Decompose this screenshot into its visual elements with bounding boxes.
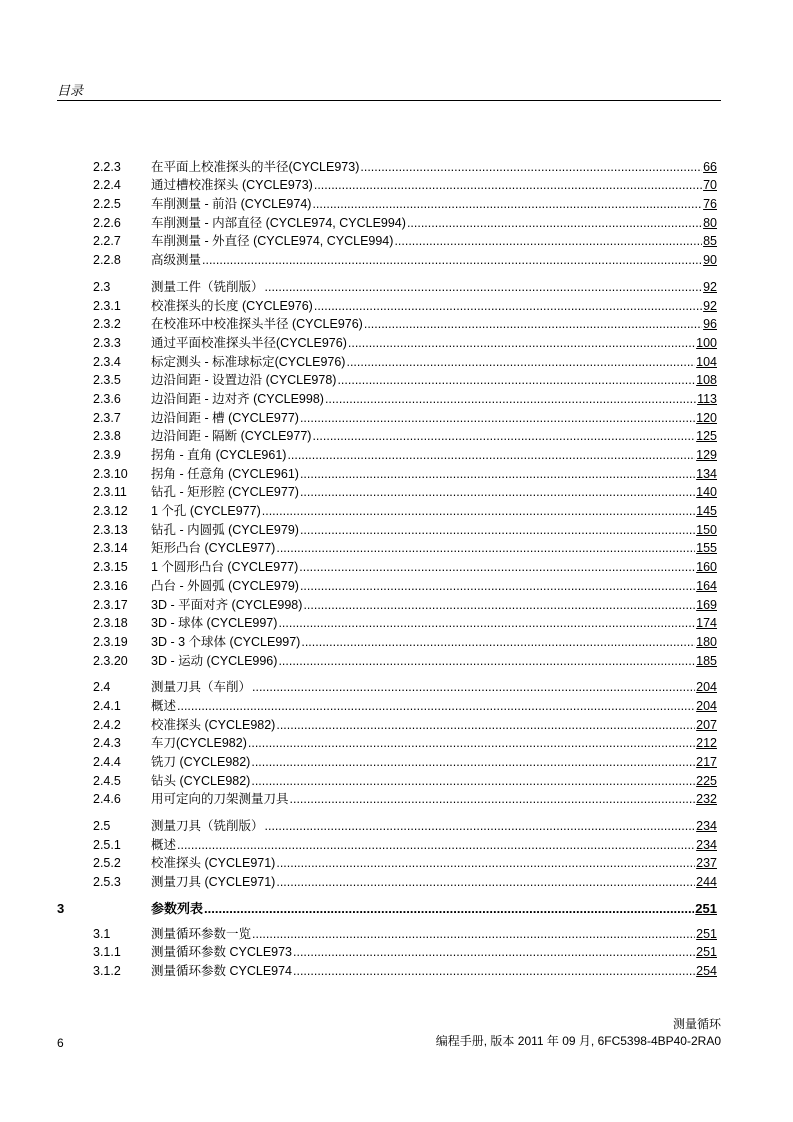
toc-entry-number: 2.3.9: [93, 448, 121, 462]
toc-leader-dots: [177, 838, 695, 852]
toc-entry-number: 2.3.16: [93, 578, 128, 593]
toc-entry[interactable]: [93, 443, 717, 462]
toc-entry[interactable]: [93, 387, 717, 406]
toc-entry-number: 2.4.1: [93, 698, 121, 713]
toc-entry-title: 凸台 - 外圆弧 (CYCLE979): [151, 578, 299, 593]
toc-entry-number: 2.4.4: [93, 755, 121, 769]
toc-leader-dots: [360, 160, 702, 174]
toc-page-link[interactable]: 225: [696, 773, 717, 788]
toc-page-link[interactable]: 92: [703, 279, 717, 294]
toc-entry-number: 2.3.12: [93, 504, 128, 519]
toc-leader-dots: [394, 234, 702, 248]
toc-entry-title: 校准探头的长度 (CYCLE976): [151, 298, 313, 313]
toc-entry[interactable]: [93, 833, 717, 852]
toc-entry[interactable]: [93, 694, 717, 713]
toc-entry-number: 2.4.2: [93, 717, 121, 732]
toc-entry[interactable]: [93, 211, 717, 230]
toc-entry[interactable]: [93, 350, 717, 369]
toc-leader-dots: [202, 253, 702, 267]
toc-page-link[interactable]: 80: [703, 215, 717, 230]
toc-entry-title: 测量刀具 (CYCLE971): [151, 875, 276, 890]
toc-entry-number: 3.1: [93, 926, 111, 941]
toc-entry-number: 2.4.6: [93, 792, 121, 807]
toc-page-link[interactable]: 244: [696, 875, 717, 890]
toc-entry[interactable]: [93, 574, 717, 593]
toc-entry[interactable]: [93, 275, 717, 294]
toc-leader-dots: [300, 579, 695, 593]
toc-page-link[interactable]: 251: [696, 926, 717, 941]
toc-leader-dots: [204, 902, 694, 916]
toc-entry-number: 2.3.20: [93, 653, 128, 668]
toc-page-link[interactable]: 169: [696, 597, 717, 612]
toc-entry-title: 3D - 平面对齐 (CYCLE998): [151, 597, 303, 612]
toc-entry-title: 概述: [151, 837, 177, 852]
toc-entry[interactable]: [93, 406, 717, 425]
toc-page-link[interactable]: 232: [696, 792, 717, 807]
toc-leader-dots: [303, 598, 695, 612]
toc-page-link[interactable]: 145: [696, 504, 717, 519]
toc-entry[interactable]: [93, 518, 717, 537]
toc-leader-dots: [300, 523, 695, 537]
toc-page-link[interactable]: 185: [696, 653, 717, 668]
toc-entry-title: 概述: [151, 698, 177, 713]
toc-leader-dots: [262, 504, 695, 518]
toc-entry-title: 车削测量 - 内部直径 (CYCLE974, CYCLE994): [151, 215, 406, 230]
toc-page-link[interactable]: 140: [696, 485, 717, 500]
toc-page-link[interactable]: 76: [703, 197, 717, 212]
toc-page-link[interactable]: 234: [696, 819, 717, 834]
toc-entry[interactable]: [93, 814, 717, 833]
toc-entry[interactable]: [93, 612, 717, 631]
toc-leader-dots: [348, 336, 695, 350]
toc-entry-title: 通过平面校准探头半径(CYCLE976): [151, 335, 347, 350]
toc-page-link[interactable]: 125: [696, 429, 717, 444]
toc-page-link[interactable]: 129: [696, 448, 717, 462]
toc-entry-number: 2.3.4: [93, 354, 121, 369]
toc-leader-dots: [364, 317, 702, 331]
toc-entry-number: 2.5.1: [93, 837, 121, 852]
toc-entry-number: 2.3.18: [93, 616, 128, 631]
toc-entry[interactable]: [93, 499, 717, 518]
toc-entry[interactable]: [93, 230, 717, 249]
toc-entry-number: 2.4.3: [93, 736, 121, 751]
toc-entry-number: 2.3.8: [93, 429, 121, 444]
toc-leader-dots: [300, 485, 695, 499]
toc-leader-dots: [278, 616, 695, 630]
toc-entry-title: 测量循环参数一览: [151, 926, 252, 941]
toc-entry-title: 测量刀具（铣削版）: [151, 819, 264, 834]
toc-leader-dots: [293, 945, 695, 959]
toc-entry-number: 2.5.3: [93, 875, 121, 890]
toc-page-link[interactable]: 254: [696, 963, 717, 978]
toc-entry[interactable]: [93, 649, 717, 668]
toc-entry-title: 边沿间距 - 槽 (CYCLE977): [151, 410, 299, 425]
toc-entry[interactable]: [93, 713, 717, 732]
toc-leader-dots: [265, 819, 696, 833]
toc-entry-title: 在平面上校准探头的半径(CYCLE973): [151, 159, 360, 174]
toc-page-link[interactable]: 66: [703, 159, 717, 174]
toc-entry-title: 铣刀 (CYCLE982): [151, 755, 251, 769]
toc-page-link[interactable]: 160: [696, 560, 717, 575]
toc-entry-number: 2.2.5: [93, 197, 121, 212]
toc-leader-dots: [251, 774, 695, 788]
toc-leader-dots: [276, 541, 695, 555]
toc-entry-title: 通过槽校准探头 (CYCLE973): [151, 178, 313, 193]
toc-leader-dots: [278, 654, 695, 668]
toc-page-link[interactable]: 134: [696, 466, 717, 481]
toc-entry-number: 2.2.7: [93, 234, 121, 249]
toc-entry-title: 参数列表: [151, 900, 204, 916]
toc-entry-number: 2.2.8: [93, 253, 121, 268]
toc-page-link[interactable]: 251: [695, 900, 717, 916]
toc-leader-dots: [290, 792, 696, 806]
toc-leader-dots: [287, 448, 695, 462]
toc-leader-dots: [314, 299, 702, 313]
toc-leader-dots: [299, 560, 695, 574]
toc-entry-title: 钻孔 - 内圆弧 (CYCLE979): [151, 522, 299, 537]
toc-entry-number: 2.2.6: [93, 215, 121, 230]
toc-leader-dots: [177, 699, 695, 713]
toc-entry-number: 2.3: [93, 279, 111, 294]
toc-entry[interactable]: [93, 425, 717, 444]
toc-page-link[interactable]: 212: [696, 736, 717, 751]
toc-entry[interactable]: [93, 959, 717, 978]
toc-page-link[interactable]: 234: [696, 837, 717, 852]
toc-leader-dots: [301, 635, 695, 649]
toc-leader-dots: [265, 280, 703, 294]
toc-entry-title: 测量工件（铣削版）: [151, 279, 264, 294]
toc-entry-number: 2.2.3: [93, 159, 121, 174]
toc-entry[interactable]: [93, 155, 717, 174]
toc-page-link[interactable]: 204: [696, 698, 717, 713]
page-header: [57, 82, 721, 101]
toc-leader-dots: [276, 856, 695, 870]
toc-leader-dots: [300, 467, 695, 481]
toc-entry-title: 高级测量: [151, 253, 202, 268]
toc-entry-number: 2.3.13: [93, 522, 128, 537]
page-number: 6: [57, 1036, 64, 1050]
toc-entry-number: 2.3.17: [93, 597, 128, 612]
toc-entry-number: 2.3.1: [93, 298, 121, 313]
toc-page-link[interactable]: 204: [696, 680, 717, 695]
toc-entry-title: 校准探头 (CYCLE982): [151, 717, 276, 732]
toc-entry-title: 边沿间距 - 设置边沿 (CYCLE978): [151, 373, 337, 388]
toc-leader-dots: [314, 178, 702, 192]
toc-page-link[interactable]: 217: [696, 755, 717, 769]
toc-entry-title: 测量刀具（车削）: [151, 680, 252, 695]
footer-doc-edition: 编程手册, 版本 2011 年 09 月, 6FC5398-4BP40-2RA0: [435, 1034, 721, 1048]
toc-entry-title: 车刀(CYCLE982): [151, 736, 247, 751]
toc-page-link[interactable]: 251: [696, 945, 717, 960]
toc-leader-dots: [276, 718, 695, 732]
toc-entry-title: 测量循环参数 CYCLE974: [151, 963, 293, 978]
toc-entry-number: 2.3.5: [93, 373, 121, 388]
toc-entry-number: 2.3.2: [93, 317, 121, 332]
toc-leader-dots: [251, 755, 695, 769]
toc-entry-title: 标定测头 - 标准球标定(CYCLE976): [151, 354, 346, 369]
header-title: 目录: [57, 83, 84, 98]
toc-leader-dots: [325, 392, 696, 406]
toc-entry[interactable]: [93, 192, 717, 211]
table-of-contents: [57, 155, 717, 978]
toc-entry[interactable]: [93, 174, 717, 193]
toc-page-link[interactable]: 207: [696, 717, 717, 732]
toc-entry-number: 2.4: [93, 680, 111, 695]
toc-entry-title: 车削测量 - 外直径 (CYCLE974, CYCLE994): [151, 234, 394, 249]
toc-entry[interactable]: [93, 630, 717, 649]
footer-doc-title: 测量循环: [672, 1017, 721, 1031]
toc-entry[interactable]: [93, 555, 717, 574]
toc-entry[interactable]: [93, 676, 717, 695]
toc-entry-title: 1 个圆形凸台 (CYCLE977): [151, 560, 299, 575]
toc-entry-number: 2.3.10: [93, 466, 128, 481]
toc-page-link[interactable]: 113: [697, 391, 717, 406]
toc-page-link[interactable]: 85: [703, 234, 717, 249]
toc-entry-title: 矩形凸台 (CYCLE977): [151, 541, 276, 556]
toc-entry-title: 3D - 运动 (CYCLE996): [151, 653, 278, 668]
toc-entry-number: 3.1.1: [93, 945, 121, 960]
toc-entry[interactable]: [93, 769, 717, 788]
toc-entry[interactable]: [93, 732, 717, 751]
toc-entry-number: 2.4.5: [93, 773, 121, 788]
toc-page-link[interactable]: 174: [696, 616, 717, 631]
toc-page-link[interactable]: 120: [696, 410, 717, 425]
toc-entry[interactable]: [93, 294, 717, 313]
footer-info: [436, 1016, 721, 1050]
toc-entry-title: 用可定向的刀架测量刀具: [151, 792, 289, 807]
toc-leader-dots: [407, 216, 702, 230]
toc-page-link[interactable]: 108: [696, 373, 717, 388]
toc-page-link[interactable]: 180: [696, 634, 717, 649]
toc-entry-number: 2.3.11: [93, 485, 127, 500]
toc-leader-dots: [312, 429, 695, 443]
toc-entry-title: 车削测量 - 前沿 (CYCLE974): [151, 197, 312, 212]
toc-entry-number: 2.3.7: [93, 410, 121, 425]
toc-entry-title: 3D - 3 个球体 (CYCLE997): [151, 634, 301, 649]
toc-entry-title: 钻孔 - 矩形腔 (CYCLE977): [151, 485, 299, 500]
toc-page-link[interactable]: 237: [696, 856, 717, 871]
toc-entry-number: 2.3.19: [93, 634, 128, 649]
toc-entry[interactable]: [93, 313, 717, 332]
toc-page-link[interactable]: 100: [696, 335, 717, 350]
toc-entry-number: 2.3.3: [93, 335, 121, 350]
toc-entry-title: 边沿间距 - 边对齐 (CYCLE998): [151, 391, 324, 406]
toc-entry-number: 2.3.14: [93, 541, 128, 556]
toc-entry[interactable]: [93, 481, 717, 500]
toc-entry[interactable]: [93, 852, 717, 871]
toc-leader-dots: [346, 355, 695, 369]
toc-entry-number: 2.2.4: [93, 178, 121, 193]
toc-leader-dots: [248, 736, 695, 750]
toc-page-link[interactable]: 90: [703, 253, 717, 268]
toc-page-link[interactable]: 70: [703, 178, 717, 193]
toc-entry[interactable]: [93, 750, 717, 769]
toc-entry[interactable]: [93, 248, 717, 267]
toc-entry-number: 2.3.15: [93, 560, 128, 575]
toc-entry[interactable]: [93, 788, 717, 807]
toc-entry-title: 校准探头 (CYCLE971): [151, 856, 276, 871]
toc-page-link[interactable]: 155: [696, 541, 717, 556]
toc-page-link[interactable]: 96: [703, 317, 717, 332]
toc-entry-title: 1 个孔 (CYCLE977): [151, 504, 261, 519]
toc-entry-title: 在校准环中校准探头半径 (CYCLE976): [151, 317, 363, 332]
toc-entry-title: 测量循环参数 CYCLE973: [151, 945, 293, 960]
toc-entry-number: 2.3.6: [93, 391, 121, 406]
toc-leader-dots: [312, 197, 702, 211]
toc-entry[interactable]: [93, 922, 717, 941]
toc-entry-title: 3D - 球体 (CYCLE997): [151, 616, 278, 631]
toc-entry-number: 2.5: [93, 819, 111, 834]
toc-entry[interactable]: [93, 941, 717, 960]
toc-leader-dots: [300, 411, 695, 425]
toc-entry-title: 拐角 - 任意角 (CYCLE961): [151, 466, 299, 481]
toc-entry-title: 拐角 - 直角 (CYCLE961): [151, 448, 287, 462]
toc-entry[interactable]: [93, 593, 717, 612]
toc-entry[interactable]: [93, 369, 717, 388]
toc-page-link[interactable]: 104: [696, 354, 717, 369]
toc-leader-dots: [276, 875, 695, 889]
toc-entry-number: 3: [57, 900, 65, 916]
toc-entry[interactable]: [93, 462, 717, 481]
toc-page-link[interactable]: 92: [703, 298, 717, 313]
toc-entry[interactable]: [93, 870, 717, 889]
toc-entry[interactable]: [93, 331, 717, 350]
toc-entry-number: 3.1.2: [93, 963, 121, 978]
toc-chapter-entry[interactable]: [57, 897, 717, 916]
toc-entry-title: 钻头 (CYCLE982): [151, 773, 251, 788]
toc-page-link[interactable]: 164: [696, 578, 717, 593]
toc-page-link[interactable]: 150: [696, 522, 717, 537]
toc-leader-dots: [293, 964, 695, 978]
toc-entry-number: 2.5.2: [93, 856, 121, 871]
toc-entry[interactable]: [93, 537, 717, 556]
toc-entry-title: 边沿间距 - 隔断 (CYCLE977): [151, 429, 312, 444]
toc-leader-dots: [337, 373, 695, 387]
toc-leader-dots: [252, 927, 695, 941]
toc-leader-dots: [252, 680, 695, 694]
